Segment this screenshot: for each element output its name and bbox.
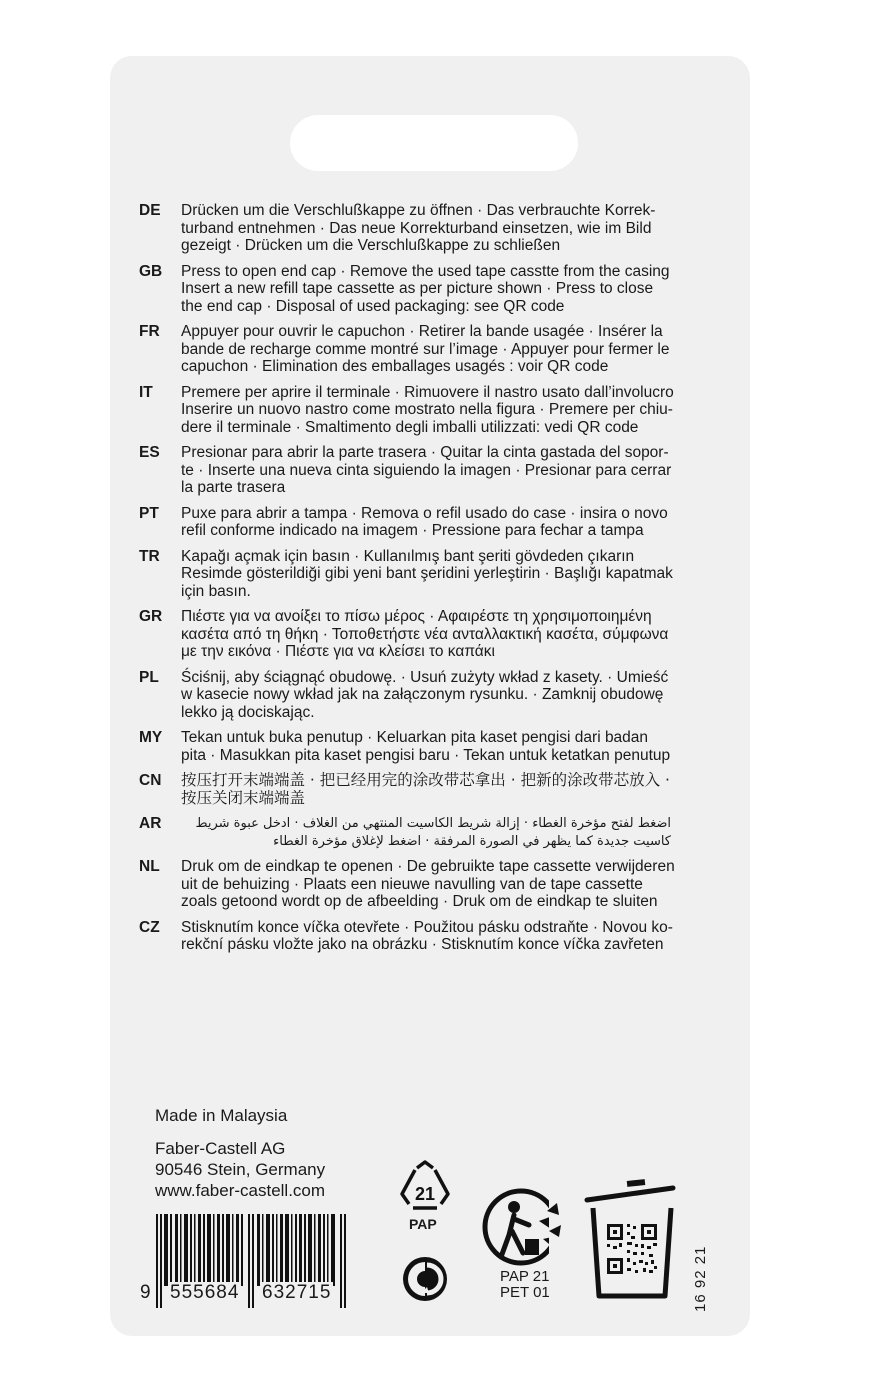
instruction-row-it	[139, 384, 731, 437]
instruction-row-es	[139, 444, 731, 497]
language-code: ES	[139, 444, 160, 461]
qr-code-icon	[607, 1224, 657, 1274]
language-code: GB	[139, 262, 163, 280]
instruction-text: Druk om de eindkap te openen · De gebruikte tape cassette verwijderen uit de behuizing · Plaats een nieuwe navulling van de tape cassette zoals getoond wordt op de afbeelding · Druk om de eindkap te sluiten	[181, 858, 675, 910]
company-address	[155, 1138, 325, 1201]
language-code: PT	[139, 504, 159, 522]
language-code: CZ	[139, 918, 160, 936]
instruction-text: Stisknutím konce víčka otevřete · Použitou pásku odstraňte · Novou ko- rekční pásku vložte jako na obrázku · Stisknutím konce víčka zavřeten	[181, 918, 673, 953]
instruction-row-pt	[139, 505, 731, 540]
language-code: AR	[139, 815, 162, 832]
instruction-row-cz	[139, 919, 731, 954]
instruction-text: Appuyer pour ouvrir le capuchon · Retirer la bande usagée · Insérer la bande de recharge comme montré sur l’image · Appuyer pour fermer le capuchon · Elimination des emballages usagés : voir QR code	[181, 323, 670, 375]
company-city: 90546 Stein, Germany	[155, 1160, 326, 1179]
instruction-text: Premere per aprire il terminale · Rimuovere il nastro usato dall’involucro Inserire un nuovo nastro come mostrato nella figura · Premere per chiu- dere il terminale · Smaltimento degli imballi utilizzati: vedi QR code	[181, 383, 674, 436]
instruction-row-gb	[139, 263, 731, 316]
instruction-row-tr	[139, 548, 731, 601]
barcode-lead-digit: 9	[140, 1282, 152, 1303]
article-code	[692, 1245, 732, 1312]
language-code: DE	[139, 202, 161, 219]
instruction-text: Kapağı açmak için basın · Kullanılmış bant şeriti gövdeden çıkarın Resimde gösterildiği gibi yeni bant şeridini yerleştirin · Başlığı kapatmak için basın.	[181, 547, 673, 600]
trash-bin-qr-icon	[583, 1178, 679, 1302]
instruction-text: اضغط لفتح مؤخرة الغطاء · إزالة شريط الكاسيت المنتهي من الغلاف · ادخل عبوة شريط كاسيت جديدة كما يظهر في الصورة المرفقة · اضغط لإغلاق مؤخرة الغطاء	[195, 816, 671, 849]
article-code-text: 16 92 21	[692, 1245, 709, 1312]
company-name: Faber-Castell AG	[155, 1139, 286, 1158]
pap-code: 21	[414, 1184, 436, 1204]
language-code: PL	[139, 668, 159, 686]
hang-hole	[290, 115, 578, 171]
instruction-text: Tekan untuk buka penutup · Keluarkan pita kaset pengisi dari badan pita · Masukkan pita kaset pengisi baru · Tekan untuk ketatkan penutup	[181, 729, 671, 764]
instruction-row-pl	[139, 669, 731, 722]
instruction-text: Presionar para abrir la parte trasera · Quitar la cinta gastada del sopor- te · Inserte una nueva cinta siguiendo la imagen · Presionar para cerrar la parte trasera	[181, 444, 672, 496]
language-code: GR	[139, 608, 163, 625]
instruction-row-my	[139, 729, 731, 764]
material-codes	[500, 1269, 550, 1301]
language-code: IT	[139, 383, 153, 401]
instruction-list	[139, 202, 731, 962]
instruction-text: Press to open end cap · Remove the used tape casstte from the casing Insert a new refill tape cassette as per picture shown · Press to close the end cap · Disposal of used packaging: see QR code	[181, 262, 670, 315]
instruction-text: Puxe para abrir a tampa · Remova o refil usado do case · insira o novo refil conforme indicado na imagem · Pressione para fechar a tampa	[181, 504, 668, 539]
instruction-row-gr	[139, 608, 731, 661]
language-code: FR	[139, 323, 160, 340]
barcode-group-2: 632715	[262, 1282, 332, 1303]
language-code: MY	[139, 729, 163, 746]
instruction-text: Πιέστε για να ανοίξει το πίσω μέρος · Αφαιρέστε τη χρησιμοποιημένη κασέτα από τη θήκη · Τοποθετήστε νέα ανταλλακτική κασέτα, σύμφωνα με την εικόνα · Πιέστε για να κλείσει το καπάκι	[181, 608, 669, 660]
instruction-text: Drücken um die Verschlußkappe zu öffnen · Das verbrauchte Korrek- turband entnehmen · Das neue Korrekturband einsetzen, wie im Bild gezeigt · Drücken um die Verschlußkappe zu schließen	[181, 202, 656, 254]
green-dot-icon	[401, 1255, 449, 1303]
barcode-group-1: 555684	[170, 1282, 240, 1303]
recycle-triangle-icon	[395, 1158, 455, 1218]
pap-label: PAP	[409, 1216, 437, 1232]
packaging-back-card	[110, 56, 750, 1336]
language-code: CN	[139, 772, 162, 789]
instruction-row-fr	[139, 323, 731, 376]
language-code: TR	[139, 547, 160, 565]
instruction-row-de	[139, 202, 731, 255]
tidyman-recycle-icon	[481, 1181, 573, 1273]
material-code-pap: PAP 21	[500, 1268, 550, 1285]
instruction-text: 按压打开末端端盖 · 把已经用完的涂改带芯拿出 · 把新的涂改带芯放入 · 按压关闭末端端盖	[181, 771, 670, 807]
instruction-text: Ściśnij, aby ściągnąć obudowę. · Usuń zużyty wkład z kasety. · Umieść w kasecie nowy wkład jak na załączonym rysunku. · Zamknij obudowę lekko ją dociskając.	[181, 668, 669, 721]
instruction-row-ar	[139, 815, 731, 850]
language-code: NL	[139, 858, 160, 875]
made-in-label: Made in Malaysia	[155, 1106, 288, 1125]
company-website: www.faber-castell.com	[155, 1181, 326, 1200]
material-code-pet: PET 01	[500, 1284, 550, 1301]
instruction-row-cn	[139, 772, 731, 807]
instruction-row-nl	[139, 858, 731, 911]
